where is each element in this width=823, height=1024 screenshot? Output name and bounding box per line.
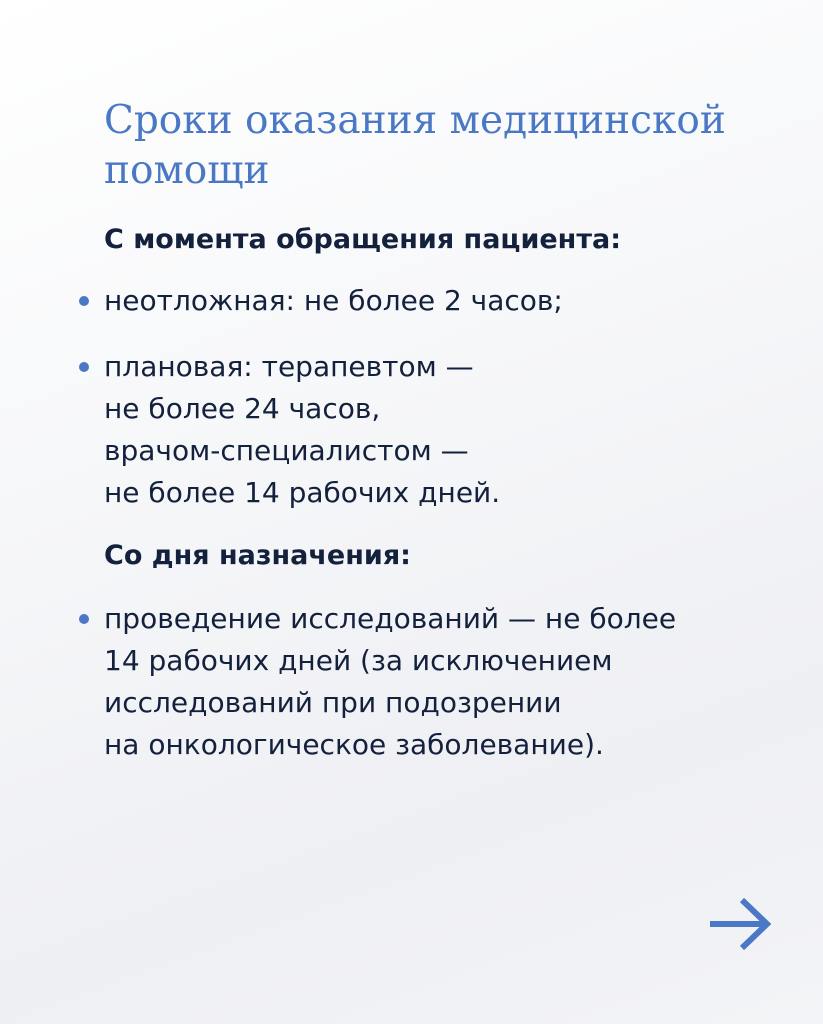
- list-item-examinations: проведение исследований — не более 14 рабочих дней (за исключением исследований при подозрении на онкологическое заболевание).: [104, 602, 677, 761]
- bullet-dot-icon: [79, 296, 89, 306]
- next-slide-button[interactable]: [706, 896, 772, 952]
- section-heading-from-appointment: Со дня назначения:: [104, 540, 411, 571]
- page-title: Сроки оказания медицинской помощи: [104, 98, 726, 193]
- bullet-dot-icon: [79, 614, 89, 624]
- section-heading-from-request: С момента обращения пациента:: [104, 224, 621, 255]
- arrow-right-icon: [706, 896, 772, 952]
- list-item-urgent: неотложная: не более 2 часов;: [104, 284, 563, 317]
- bullet-dot-icon: [79, 362, 89, 372]
- list-item-planned: плановая: терапевтом — не более 24 часов, врачом-специалистом — не более 14 рабочих дней.: [104, 350, 501, 509]
